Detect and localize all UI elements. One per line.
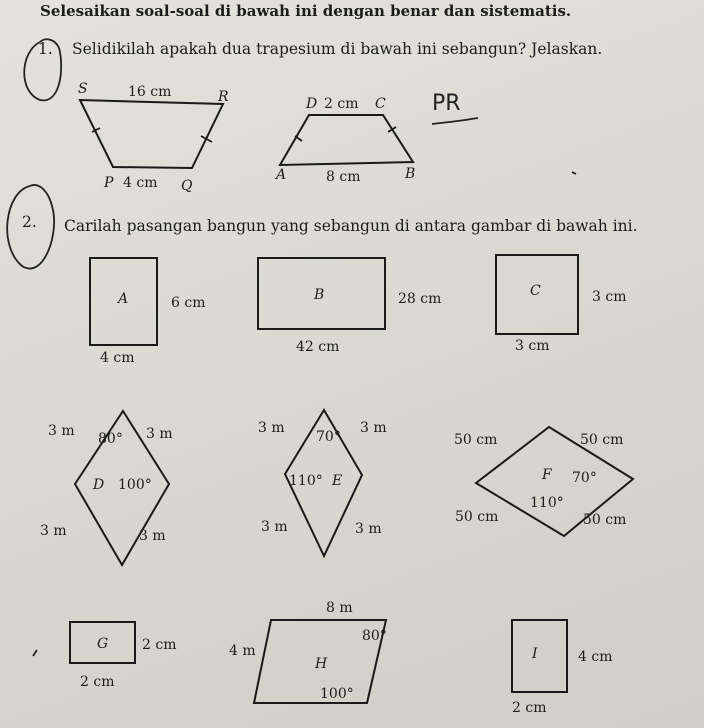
side-label: 3 m — [258, 420, 285, 436]
dimension-label: 2 cm — [80, 674, 115, 690]
side-label: 50 cm — [455, 509, 499, 525]
angle-label: 70° — [316, 429, 341, 445]
dimension-label: 3 cm — [515, 338, 550, 354]
side-label: 50 cm — [580, 432, 624, 448]
question-2-number: 2. — [22, 213, 37, 231]
side-label: 8 cm — [326, 169, 361, 185]
side-label: 50 cm — [454, 432, 498, 448]
side-label: 3 m — [48, 423, 75, 439]
side-label: 8 m — [326, 600, 353, 616]
question-1-text: Selidikilah apakah dua trapesium di bawah ini sebangun? Jelaskan. — [72, 40, 603, 58]
angle-label: 80° — [98, 431, 123, 447]
shape-name: C — [530, 283, 541, 299]
shape-name: E — [332, 473, 343, 489]
side-label: 50 cm — [583, 512, 627, 528]
vertex-label: B — [405, 166, 416, 182]
dimension-label: 4 cm — [100, 350, 135, 366]
side-label: 3 m — [261, 519, 288, 535]
shape-name: G — [97, 636, 109, 652]
handwriting-pr: PR — [432, 91, 461, 116]
angle-label: 110° — [289, 473, 323, 489]
vertex-label: S — [78, 81, 88, 97]
dimension-label: 28 cm — [398, 291, 442, 307]
shape-name: B — [314, 287, 325, 303]
angle-label: 70° — [572, 470, 597, 486]
side-label: 2 cm — [324, 96, 359, 112]
question-2-text: Carilah pasangan bangun yang sebangun di antara gambar di bawah ini. — [64, 217, 638, 235]
side-label: 4 m — [229, 643, 256, 659]
shape-name: I — [532, 646, 538, 662]
dimension-label: 3 cm — [592, 289, 627, 305]
side-label: 3 m — [146, 426, 173, 442]
shape-name: F — [542, 467, 552, 483]
trapezoid-pqrs — [80, 100, 223, 168]
side-label: 16 cm — [128, 84, 172, 100]
dimension-label: 42 cm — [296, 339, 340, 355]
shape-name: A — [118, 291, 129, 307]
vertex-label: R — [218, 89, 229, 105]
dimension-label: 2 cm — [512, 700, 547, 716]
angle-label: 80° — [362, 628, 387, 644]
question-1-number: 1. — [38, 40, 53, 58]
angle-label: 100° — [118, 477, 152, 493]
shape-name: D — [93, 477, 105, 493]
side-label: 3 m — [139, 528, 166, 544]
handwritten-mark — [33, 650, 37, 656]
side-label: 3 m — [355, 521, 382, 537]
side-label: 3 m — [360, 420, 387, 436]
vertex-label: Q — [181, 178, 193, 194]
dimension-label: 2 cm — [142, 637, 177, 653]
vertex-label: D — [306, 96, 318, 112]
vertex-label: P — [104, 175, 114, 191]
instruction-heading: Selesaikan soal-soal di bawah ini dengan benar dan sistematis. — [40, 2, 572, 20]
handwritten-mark — [572, 172, 576, 174]
side-label: 3 m — [40, 523, 67, 539]
angle-label: 110° — [530, 495, 564, 511]
shape-name: H — [315, 656, 328, 672]
vertex-label: C — [375, 96, 386, 112]
dimension-label: 4 cm — [578, 649, 613, 665]
rect-i — [512, 620, 567, 692]
dimension-label: 6 cm — [171, 295, 206, 311]
vertex-label: A — [276, 167, 287, 183]
handwritten-underline — [432, 118, 478, 124]
angle-label: 100° — [320, 686, 354, 702]
side-label: 4 cm — [123, 175, 158, 191]
